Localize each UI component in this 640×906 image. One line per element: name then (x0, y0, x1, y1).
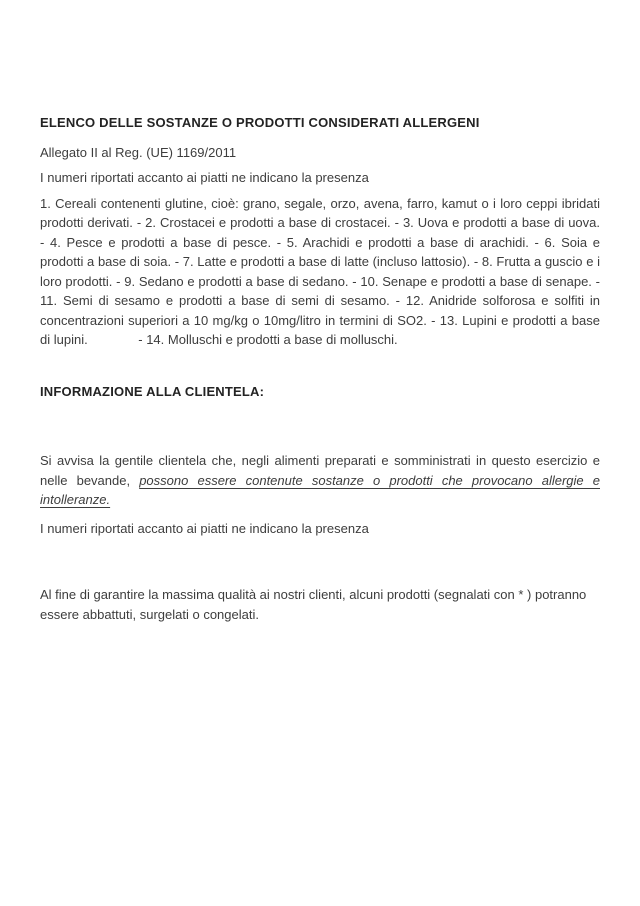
allergen-list-paragraph: 1. Cereali contenenti glutine, cioè: grano, segale, orzo, avena, farro, kamut o i loro ceppi ibridati prodotti derivati. - 2. Crostacei e prodotti a base di crostacei. - 3. Uova e prodotti a base di uova. - 4. Pesce e prodotti a base di pesce. - 5. Arachidi e prodotti a base di arachidi. - 6. Soia e prodotti a base di soia. - 7. Latte e prodotti a base di latte (incluso lattosio). - 8. Frutta a guscio e i loro prodotti. - 9. Sedano e prodotti a base di sedano. - 10. Senape e prodotti a base di senape. - 11. Semi di sesamo e prodotti a base di semi di sesamo. - 12. Anidride solforosa e solfiti in concentrazioni superiori a 10 mg/kg o 10mg/litro in termini di SO2. - 13. Lupini e prodotti a base di lupini. - 14. Molluschi e prodotti a base di molluschi. (40, 195, 604, 347)
notice-plain-text: Si avvisa la gentile clientela che, negli alimenti preparati e somministrati in questo esercizio e nelle bevande, (40, 453, 600, 488)
presence-note-repeat: I numeri riportati accanto ai piatti ne indicano la presenza (40, 520, 369, 536)
quality-note-paragraph: Al fine di garantire la massima qualità ai nostri clienti, alcuni prodotti (segnalati con * ) potranno essere abbattuti, surgelati o congelati. (40, 587, 587, 622)
presence-note: I numeri riportati accanto ai piatti ne indicano la presenza (40, 170, 369, 185)
allergen-list-title: ELENCO DELLE SOSTANZE O PRODOTTI CONSIDERATI ALLERGENI (40, 115, 480, 130)
customer-info-heading: INFORMAZIONE ALLA CLIENTELA: (40, 383, 265, 399)
notice-emphasis-text: possono essere contenute sostanze o prodotti che provocano allergie e intolleranze. (40, 472, 600, 507)
customer-notice-paragraph (40, 451, 600, 510)
regulation-reference: Allegato II al Reg. (UE) 1169/2011 (40, 144, 237, 160)
